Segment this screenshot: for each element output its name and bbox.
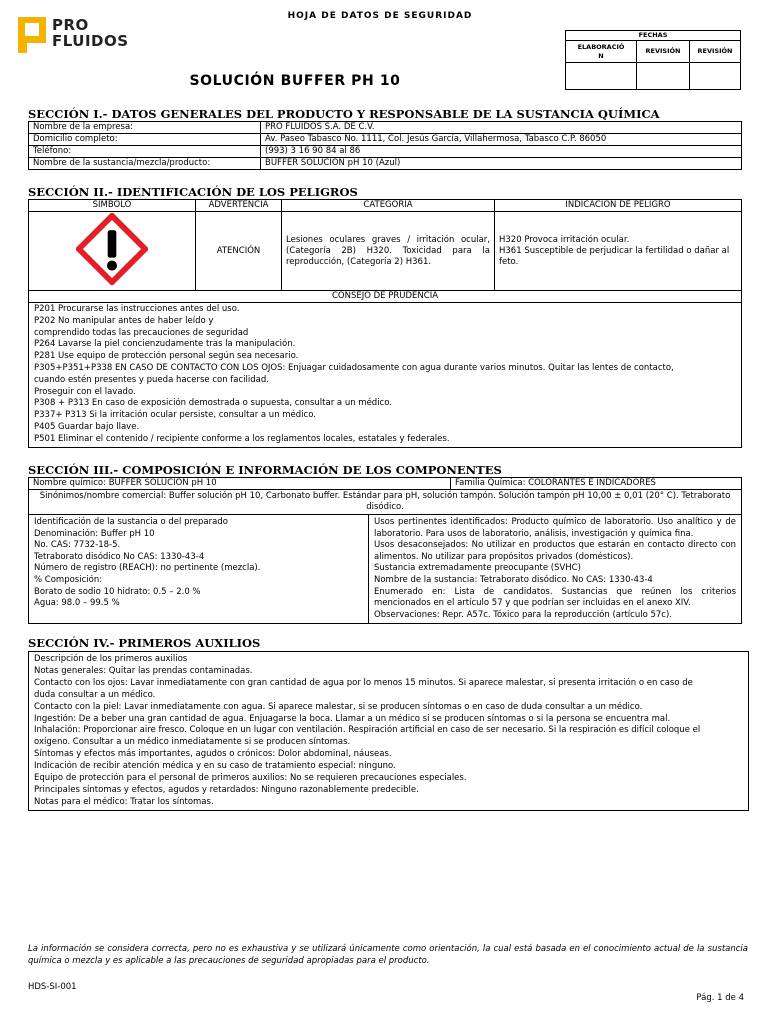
list-item: P201 Procurarse las instrucciones antes del uso. <box>34 304 240 314</box>
substance-name-value: BUFFER SOLUCIÓN pH 10 (Azul) <box>261 158 742 170</box>
list-item: P501 Eliminar el contenido / recipiente conforme a los reglamentos locales, estatales y federales. <box>34 433 450 444</box>
nombre-quimico: Nombre químico: BUFFER SOLUCIÓN pH 10 <box>29 478 451 490</box>
categoria-header: CATEGORÍA <box>282 200 495 212</box>
advertencia-value: ATENCIÓN <box>196 212 282 291</box>
list-item: Enumerado en: Lista de candidatos. Sustancias que reúnen los criterios mencionados en el artículo 57 y que podrían ser incluidas en el anexo XIV. <box>374 586 736 609</box>
advertencia-header: ADVERTENCIA <box>196 200 282 212</box>
list-item: Usos desaconsejados: No utilizar en productos que estarán en contacto directo con alimentos. No utilizar para propósitos privados (domésticos). <box>374 540 736 562</box>
list-item: Contacto con los ojos: Lavar inmediatamente con gran cantidad de agua por lo menos 15 minutos. Si aparece malestar, si presenta irritación o en caso de <box>34 677 693 688</box>
document-title: HOJA DE DATOS DE SEGURIDAD <box>287 11 473 21</box>
list-item: comprendido todas las precauciones de seguridad <box>34 327 249 338</box>
dates-header: FECHAS <box>566 31 741 41</box>
consejo-cell <box>29 303 742 448</box>
address-value: Av. Paseo Tabasco No. 1111, Col. Jesús García, Villahermosa, Tabasco C.P. 86050 <box>261 134 742 146</box>
table-row <box>29 122 742 134</box>
document-code: HDS-SI-001 <box>28 982 77 992</box>
company-name-value: PRO FLUIDOS S.A. DE C.V. <box>261 122 742 134</box>
list-item: Indicación de recibir atención médica y en su caso de tratamiento especial: ninguno. <box>34 761 396 772</box>
list-item: Equipo de protección para el personal de primeros auxilios: No se requieren precauciones especiales. <box>34 773 467 784</box>
list-item: Sustancia extremadamente preocupante (SVHC) <box>374 563 581 574</box>
list-item: Tetraborato disódico No CAS: 1330-43-4 <box>34 551 205 562</box>
familia-quimica: Familia Química: COLORANTES E INDICADORES <box>451 478 742 490</box>
section-1-title: SECCIÓN I.- DATOS GENERALES DEL PRODUCTO Y RESPONSABLE DE LA SUSTANCIA QUÍMICA <box>28 107 660 121</box>
section-4-title: SECCIÓN IV.- PRIMEROS AUXILIOS <box>28 636 261 650</box>
section-4-box <box>28 651 749 811</box>
list-item: Observaciones: Repr. A57c. Tóxico para la reproducción (artículo 57c). <box>374 609 673 620</box>
table-row <box>29 478 742 490</box>
list-item: Número de registro (REACH): no pertinente (mezcla). <box>34 563 261 574</box>
list-item: Nombre de la sustancia: Tetraborato disódico. No CAS: 1330-43-4 <box>374 574 653 585</box>
identificacion-cell <box>29 515 369 624</box>
sinonimos: Sinónimos/nombre comercial: Buffer solución pH 10, Carbonato buffer. Estándar para pH, solución tampón. Solución tampón pH 10,00 ± 0,01 (20° C). Tetraborato disódico. <box>29 490 742 515</box>
elaboracion-value <box>566 63 637 90</box>
list-item: P264 Lavarse la piel concienzudamente tras la manipulación. <box>34 339 296 350</box>
list-item: Descripción de los primeros auxilios <box>34 654 188 664</box>
list-item: Usos pertinentes identificados: Producto químico de laboratorio. Uso analítico y de laboratorio. Para usos de laboratorio, análisis, investigación y química fina. <box>374 517 736 539</box>
indicacion-header: INDICACIÓN DE PELIGRO <box>495 200 742 212</box>
section-2-title: SECCIÓN II.- IDENTIFICACIÓN DE LOS PELIGROS <box>28 185 358 199</box>
indicacion-h361: H361 Susceptible de perjudicar la fertilidad o dañar al feto. <box>499 245 730 267</box>
substance-name-label: Nombre de la sustancia/mezcla/producto: <box>29 158 261 170</box>
list-item: P202 No manipular antes de haber leído y <box>34 315 214 326</box>
list-item: Ingestión: De a beber una gran cantidad de agua. Enjuagarse la boca. Llamar a un médico si se producen síntomas o si la persona se encuentra mal. <box>34 713 671 724</box>
list-item: Principales síntomas y efectos, agudos y retardados: Ninguno razonablemente predecible. <box>34 784 419 795</box>
dates-table <box>565 30 741 90</box>
list-item: Identificación de la sustancia o del preparado <box>34 517 228 527</box>
logo-line-2: FLUIDOS <box>52 32 129 50</box>
list-item: P308 + P313 En caso de exposición demostrada o supuesta, consultar a un médico. <box>34 398 392 409</box>
table-row <box>29 134 742 146</box>
simbolo-header: SÍMBOLO <box>29 200 196 212</box>
section-3-title: SECCIÓN III.- COMPOSICIÓN E INFORMACIÓN DE LOS COMPONENTES <box>28 463 502 477</box>
table-row <box>29 146 742 158</box>
section-1-table <box>28 121 742 170</box>
indicacion-h320: H320 Provoca irritación ocular. <box>499 234 630 245</box>
table-row <box>29 515 742 624</box>
list-item: Contacto con la piel: Lavar inmediatamente con agua. Si aparece malestar, si se producen síntomas o en caso de duda consultar a un médico. <box>34 701 643 712</box>
list-item: Agua: 98.0 – 99.5 % <box>34 598 120 609</box>
page-number: Pág. 1 de 4 <box>696 993 744 1003</box>
consejo-row <box>29 303 742 448</box>
exclamation-mark-hazard-icon <box>76 213 148 285</box>
list-item: P405 Guardar bajo llave. <box>34 421 140 432</box>
revision-value-1 <box>637 63 690 90</box>
section-3-table <box>28 477 742 624</box>
list-item: Denominación: Buffer pH 10 <box>34 528 155 539</box>
consejo-title: CONSEJO DE PRUDENCIA <box>29 291 742 303</box>
list-item: Notas generales: Quitar las prendas contaminadas. <box>34 665 253 676</box>
phone-label: Teléfono: <box>29 146 261 158</box>
list-item: Proseguir con el lavado. <box>34 386 136 397</box>
list-item: No. CAS: 7732-18-5. <box>34 540 121 551</box>
list-item: P337+ P313 Si la irritación ocular persiste, consultar a un médico. <box>34 410 316 421</box>
logo-line-1: PRO <box>52 16 89 34</box>
revision-value-2 <box>690 63 741 90</box>
indicacion-cell <box>495 212 742 291</box>
list-item: oxígeno. Consultar a un médico inmediatamente si se producen síntomas. <box>34 737 351 748</box>
categoria-value: Lesiones oculares graves / irritación ocular, (Categoría 2B) H320. Toxicidad para la reproducción, (Categoría 2) H361. <box>282 212 495 291</box>
pictogram-cell <box>29 212 196 291</box>
product-title: SOLUCIÓN BUFFER PH 10 <box>189 73 401 89</box>
table-row <box>29 490 742 515</box>
hazard-row <box>29 212 742 291</box>
logo-text <box>52 17 129 49</box>
list-item: Síntomas y efectos más importantes, agudos o crónicos: Dolor abdominal, náuseas. <box>34 749 392 760</box>
list-item: P281 Use equipo de protección personal según sea necesario. <box>34 351 299 362</box>
list-item: % Composición: <box>34 574 103 585</box>
phone-value: (993) 3 16 90 84 al 86 <box>261 146 742 158</box>
address-label: Domicilio completo: <box>29 134 261 146</box>
company-name-label: Nombre de la empresa: <box>29 122 261 134</box>
usos-cell <box>369 515 742 624</box>
elaboracion-label: ELABORACIÓ N <box>566 41 637 63</box>
list-item: Borato de sodio 10 hidrato: 0.5 – 2.0 % <box>34 586 201 597</box>
list-item: duda consultar a un médico. <box>34 689 156 700</box>
revision-label-1: REVISIÓN <box>637 41 690 63</box>
disclaimer-note: La información se considera correcta, pero no es exhaustiva y se utilizará únicamente como orientación, la cual está basada en el conocimiento actual de la sustancia química o mezcla y es aplicable a las precauciones de seguridad apropiadas para el producto. <box>28 944 748 966</box>
section-2-header-row <box>29 200 742 212</box>
list-item: cuando estén presentes y pueda hacerse con facilidad. <box>34 374 269 385</box>
pro-fluidos-logo-icon <box>18 17 46 53</box>
list-item: Inhalación: Proporcionar aire fresco. Coloque en un lugar con ventilación. Respiración artificial en caso de ser necesario. Si la respiración es difícil coloque el <box>34 725 701 736</box>
table-row <box>29 158 742 170</box>
list-item: P305+P351+P338 EN CASO DE CONTACTO CON LOS OJOS: Enjuagar cuidadosamente con agua durante varios minutos. Quitar las lentes de contacto, <box>34 362 674 373</box>
revision-label-2: REVISIÓN <box>690 41 741 63</box>
list-item: Notas para el médico: Tratar los síntomas. <box>34 796 214 807</box>
consejo-header-row <box>29 291 742 303</box>
section-2-table <box>28 199 742 448</box>
